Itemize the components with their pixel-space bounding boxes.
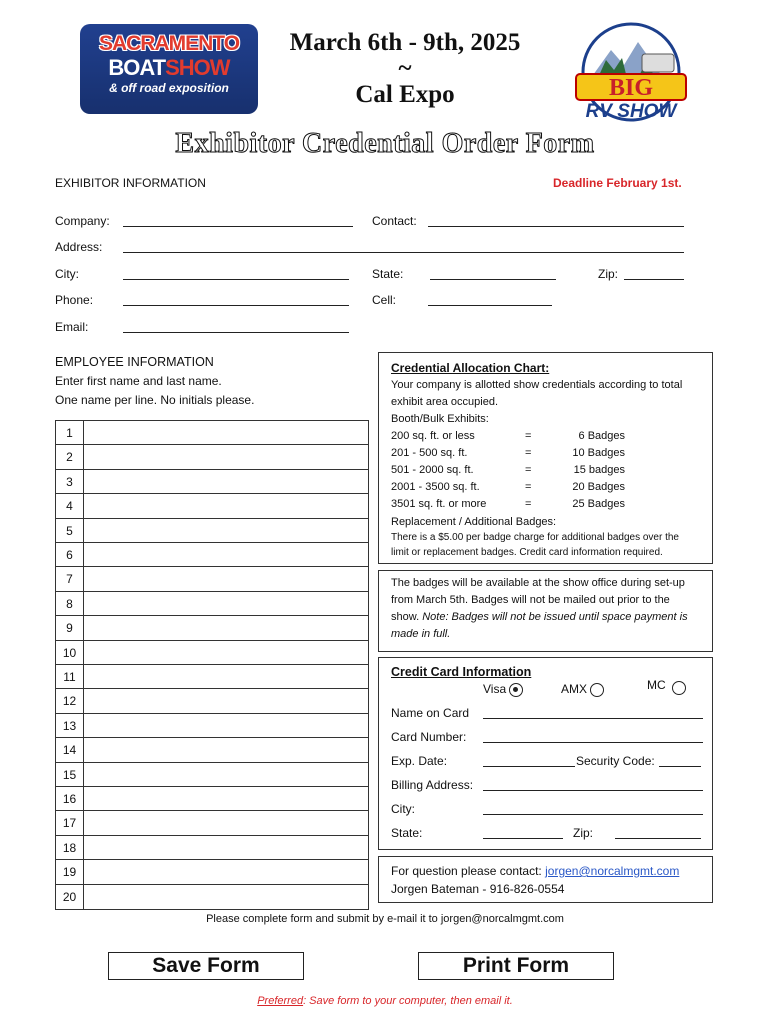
employee-row (56, 567, 368, 591)
badges-note-3a: show. (391, 611, 420, 623)
contact-prefix: For question please contact: (391, 864, 542, 878)
badges-note-2: from March 5th. Badges will not be mailed out prior to the (391, 594, 670, 606)
employee-row-number: 19 (56, 860, 84, 883)
employee-row (56, 641, 368, 665)
tier-area: 201 - 500 sq. ft. (391, 447, 468, 459)
employee-name-field[interactable] (84, 592, 368, 615)
allocation-intro-1: Your company is allotted show credentials according to total (391, 379, 683, 391)
cc-state-label: State: (391, 826, 423, 840)
tier-area: 2001 - 3500 sq. ft. (391, 481, 480, 493)
cc-zip-field[interactable] (615, 826, 701, 839)
exhibitor-info-heading: EXHIBITOR INFORMATION (55, 176, 206, 190)
logo-boat-word: BOAT (108, 55, 166, 80)
allocation-heading: Credential Allocation Chart: (391, 361, 550, 375)
employee-name-field[interactable] (84, 885, 368, 909)
employee-row-number: 16 (56, 787, 84, 810)
sacramento-boat-show-logo (80, 24, 258, 114)
footer-note (0, 995, 770, 1007)
employee-name-field[interactable] (84, 641, 368, 664)
phone-label: Phone: (55, 293, 94, 307)
employee-name-field[interactable] (84, 421, 368, 444)
replacement-label: Replacement / Additional Badges: (391, 516, 557, 528)
tier-equals: = (525, 447, 532, 459)
show-dates-venue (270, 30, 540, 108)
employee-row (56, 714, 368, 738)
contact-line (391, 864, 679, 878)
badge-charge-2: limit or replacement badges. Credit card information required. (391, 547, 663, 558)
employee-row (56, 787, 368, 811)
amx-option[interactable] (561, 682, 604, 697)
booth-bulk-label: Booth/Bulk Exhibits: (391, 413, 489, 425)
employee-row (56, 494, 368, 518)
employee-row (56, 421, 368, 445)
cc-zip-label: Zip: (573, 826, 594, 840)
employee-name-field[interactable] (84, 787, 368, 810)
logo-show-word: SHOW (165, 55, 230, 80)
city-field[interactable] (123, 267, 349, 280)
employee-row-number: 20 (56, 885, 84, 909)
contact-email-link[interactable]: jorgen@norcalmgmt.com (545, 864, 680, 878)
badges-pickup-note-box (378, 570, 713, 652)
footer-rest: : Save form to your computer, then email it. (303, 995, 513, 1007)
card-number-field[interactable] (483, 730, 703, 743)
employee-row (56, 665, 368, 689)
security-code-field[interactable] (659, 754, 701, 767)
company-label: Company: (55, 214, 110, 228)
visa-label: Visa (483, 682, 507, 696)
credit-card-heading: Credit Card Information (391, 665, 532, 679)
employee-info-heading: EMPLOYEE INFORMATION (55, 355, 214, 369)
tier-equals: = (525, 481, 532, 493)
employee-row (56, 885, 368, 909)
employee-name-field[interactable] (84, 811, 368, 834)
tier-area: 3501 sq. ft. or more (391, 498, 487, 510)
name-on-card-field[interactable] (483, 706, 703, 719)
tier-equals: = (525, 464, 532, 476)
save-form-button[interactable]: Save Form (108, 952, 304, 980)
employee-row-number: 5 (56, 519, 84, 542)
logo-line-3: & off road exposition (109, 81, 229, 95)
employee-row (56, 445, 368, 469)
tier-badges: 15 badges (573, 464, 625, 476)
zip-field[interactable] (624, 267, 684, 280)
cell-label: Cell: (372, 293, 397, 307)
employee-row-number: 7 (56, 567, 84, 590)
show-dates: March 6th - 9th, 2025 (289, 29, 521, 56)
employee-name-field[interactable] (84, 689, 368, 712)
billing-address-label: Billing Address: (391, 778, 474, 792)
employee-row-number: 10 (56, 641, 84, 664)
state-field[interactable] (430, 267, 556, 280)
employee-row (56, 592, 368, 616)
employee-row-number: 8 (56, 592, 84, 615)
employee-name-field[interactable] (84, 494, 368, 517)
logo-line-1: SACRAMENTO (98, 32, 240, 55)
employee-row (56, 763, 368, 787)
badge-charge-1: There is a $5.00 per badge charge for additional badges over the (391, 532, 679, 543)
submit-instructions: Please complete form and submit by e-mail it to jorgen@norcalmgmt.com (206, 913, 564, 925)
visa-radio[interactable] (509, 683, 523, 697)
employee-name-field[interactable] (84, 763, 368, 786)
mc-label: MC (647, 678, 666, 692)
employee-row (56, 470, 368, 494)
employee-row-number: 13 (56, 714, 84, 737)
amx-label: AMX (561, 682, 588, 696)
big-rv-show-logo (566, 20, 696, 124)
credential-allocation-box (378, 352, 713, 564)
employee-row (56, 689, 368, 713)
rv-logo-rv-show: RV SHOW (585, 101, 677, 122)
tier-badges: 6 Badges (578, 430, 625, 442)
employee-row-number: 17 (56, 811, 84, 834)
employee-name-table (55, 420, 369, 910)
exp-date-field[interactable] (483, 754, 575, 767)
employee-instruction-1: Enter first name and last name. (55, 374, 222, 388)
zip-label: Zip: (598, 267, 619, 281)
tier-equals: = (525, 498, 532, 510)
cc-state-field[interactable] (483, 826, 563, 839)
employee-name-field[interactable] (84, 836, 368, 859)
cell-field[interactable] (428, 293, 552, 306)
employee-name-field[interactable] (84, 738, 368, 761)
employee-row-number: 6 (56, 543, 84, 566)
employee-row-number: 14 (56, 738, 84, 761)
mc-radio[interactable] (672, 681, 686, 695)
badges-note-4: made in full. (391, 628, 451, 640)
cc-city-label: City: (391, 802, 415, 816)
employee-row (56, 811, 368, 835)
form-title: Exhibitor Credential Order Form (175, 128, 595, 159)
employee-name-field[interactable] (84, 543, 368, 566)
employee-row-number: 15 (56, 763, 84, 786)
employee-row-number: 18 (56, 836, 84, 859)
phone-field[interactable] (123, 293, 349, 306)
employee-name-field[interactable] (84, 470, 368, 493)
allocation-intro-2: exhibit area occupied. (391, 396, 499, 408)
employee-name-field[interactable] (84, 519, 368, 542)
employee-name-field[interactable] (84, 860, 368, 883)
email-field[interactable] (123, 320, 349, 333)
contact-label: Contact: (372, 214, 417, 228)
company-field[interactable] (123, 214, 353, 227)
employee-row-number: 12 (56, 689, 84, 712)
employee-row-number: 9 (56, 616, 84, 639)
badges-note-3b: Note: Badges will not be issued until space payment is (422, 611, 688, 623)
contact-field[interactable] (428, 214, 684, 227)
address-label: Address: (55, 240, 103, 254)
employee-row (56, 519, 368, 543)
exp-date-label: Exp. Date: (391, 754, 448, 768)
employee-row (56, 543, 368, 567)
deadline-text: Deadline February 1st. (553, 176, 682, 190)
visa-option[interactable] (483, 682, 523, 697)
employee-name-field[interactable] (84, 567, 368, 590)
employee-row-number: 2 (56, 445, 84, 468)
contact-box (378, 856, 713, 903)
badges-note-1: The badges will be available at the show office during set-up (391, 577, 685, 589)
header-tilde: ~ (398, 55, 412, 82)
mc-option[interactable] (647, 678, 686, 693)
logo-line-2 (80, 56, 258, 80)
employee-name-field[interactable] (84, 665, 368, 688)
security-code-label: Security Code: (576, 754, 655, 768)
preferred-label: Preferred (257, 995, 304, 1007)
print-form-button[interactable]: Print Form (418, 952, 614, 980)
city-label: City: (55, 267, 79, 281)
credit-card-box (378, 657, 713, 850)
employee-row (56, 836, 368, 860)
employee-row (56, 738, 368, 762)
tier-badges: 25 Badges (572, 498, 625, 510)
cc-city-field[interactable] (483, 802, 703, 815)
rv-logo-big: BIG (608, 75, 654, 101)
employee-row-number: 11 (56, 665, 84, 688)
billing-address-field[interactable] (483, 778, 703, 791)
state-label: State: (372, 267, 404, 281)
tier-area: 501 - 2000 sq. ft. (391, 464, 474, 476)
address-field[interactable] (123, 240, 684, 253)
employee-name-field[interactable] (84, 714, 368, 737)
employee-row (56, 616, 368, 640)
amx-radio[interactable] (590, 683, 604, 697)
employee-name-field[interactable] (84, 616, 368, 639)
employee-row (56, 860, 368, 884)
badges-note-3 (391, 611, 688, 623)
show-venue: Cal Expo (355, 81, 455, 108)
name-on-card-label: Name on Card (391, 706, 470, 720)
email-label: Email: (55, 320, 89, 334)
card-number-label: Card Number: (391, 730, 467, 744)
employee-instruction-2: One name per line. No initials please. (55, 393, 255, 407)
tier-area: 200 sq. ft. or less (391, 430, 475, 442)
tier-equals: = (525, 430, 532, 442)
tier-badges: 20 Badges (572, 481, 625, 493)
employee-row-number: 1 (56, 421, 84, 444)
tier-badges: 10 Badges (572, 447, 625, 459)
employee-row-number: 3 (56, 470, 84, 493)
employee-row-number: 4 (56, 494, 84, 517)
employee-name-field[interactable] (84, 445, 368, 468)
contact-name-phone: Jorgen Bateman - 916-826-0554 (391, 882, 565, 896)
